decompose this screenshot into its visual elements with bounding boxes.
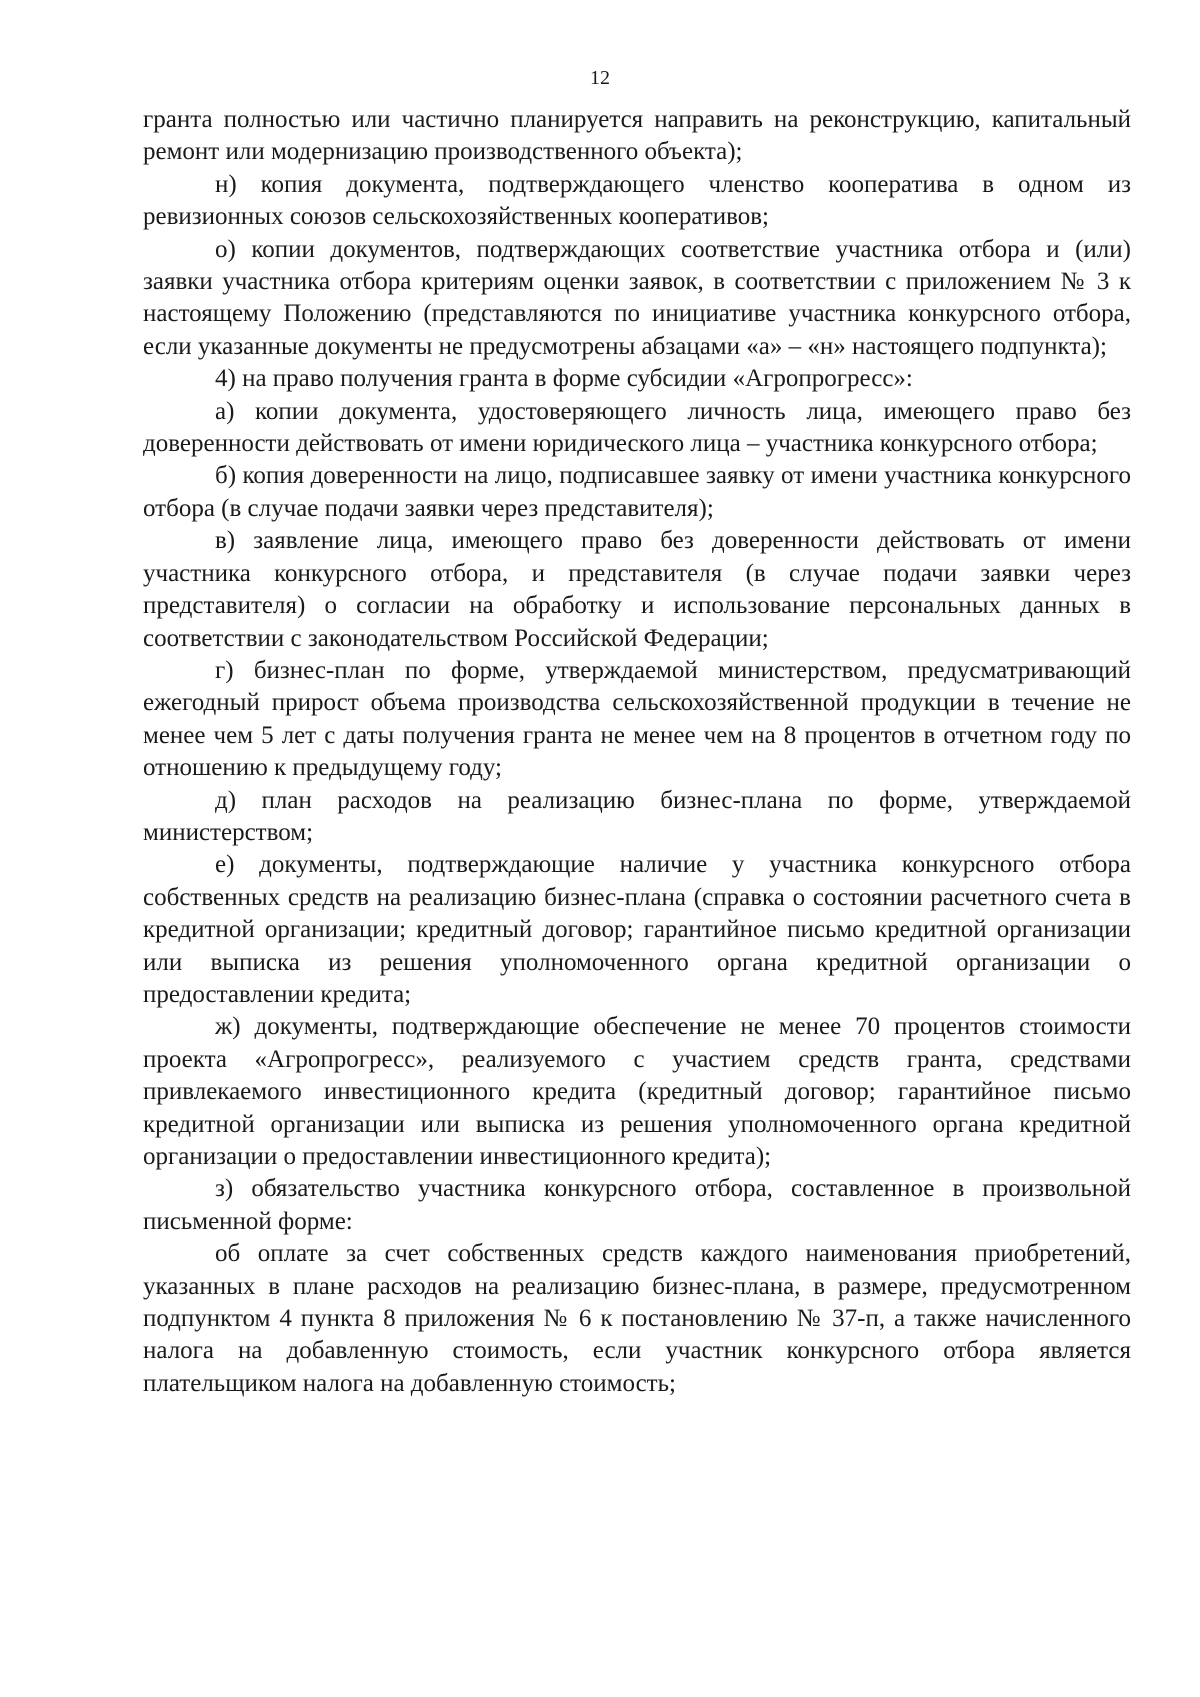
paragraph-item-e: е) документы, подтверждающие наличие у участника конкурсного отбора собственных средств на реализацию бизнес-плана (справка о состоянии расчетного счета в кредитной организации; кредитный договор; гарантийное письмо кредитной организации или выписка из решения уполномоченного органа кредитной организации о предоставлении кредита;	[143, 851, 1131, 1008]
paragraph-item-g: г) бизнес-план по форме, утверждаемой министерством, предусматривающий ежегодный прирост объема производства сельскохозяйственной продукции в течение не менее чем 5 лет с даты получения гранта не менее чем на 8 процентов в отчетном году по отношению к предыдущему году;	[143, 656, 1131, 782]
paragraph-obligation-payment: об оплате за счет собственных средств каждого наименования приобретений, указанных в плане расходов на реализацию бизнес-плана, в размере, предусмотренном подпунктом 4 пункта 8 приложения № 6 к постановлению № 37-п, а также начисленного налога на добавленную стоимость, если участник конкурсного отбора является плательщиком налога на добавленную стоимость;	[143, 1240, 1131, 1397]
paragraph-item-o: о) копии документов, подтверждающих соответствие участника отбора и (или) заявки участника отбора критериям оценки заявок, в соответствии с приложением № 3 к настоящему Положению (представляются по инициативе участника конкурсного отбора, если указанные документы не предусмотрены абзацами «а» – «н» настоящего подпункта);	[143, 235, 1131, 360]
paragraph-item-d: д) план расходов на реализацию бизнес-плана по форме, утверждаемой министерством;	[143, 786, 1131, 846]
paragraph-item-a: а) копии документа, удостоверяющего личность лица, имеющего право без доверенности действовать от имени юридического лица – участника конкурсного отбора;	[143, 397, 1131, 458]
paragraph-item-zh: ж) документы, подтверждающие обеспечение не менее 70 процентов стоимости проекта «Агропрогресс», реализуемого с участием средств гранта, средствами привлекаемого инвестиционного кредита (кредитный договор; гарантийное письмо кредитной организации или выписка из решения уполномоченного органа кредитной организации о предоставлении инвестиционного кредита);	[143, 1013, 1131, 1170]
paragraph-item-b: б) копия доверенности на лицо, подписавшее заявку от имени участника конкурсного отбора (в случае подачи заявки через представителя);	[143, 462, 1131, 522]
paragraph-item-z: з) обязательство участника конкурсного отбора, составленное в произвольной письменной форме:	[143, 1175, 1131, 1235]
paragraph-item-n: н) копия документа, подтверждающего членство кооператива в одном из ревизионных союзов сельскохозяйственных кооперативов;	[143, 170, 1131, 231]
paragraph-item-v: в) заявление лица, имеющего право без доверенности действовать от имени участника конкурсного отбора, и представителя (в случае подачи заявки через представителя) о согласии на обработку и использование персональных данных в соответствии с законодательством Российской Федерации;	[143, 527, 1131, 652]
document-body	[143, 104, 1131, 1400]
page-number: 12	[590, 67, 610, 89]
paragraph-subclause-4: 4) на право получения гранта в форме субсидии «Агропрогресс»:	[215, 365, 913, 393]
paragraph-continuation: гранта полностью или частично планируется направить на реконструкцию, капитальный ремонт или модернизацию производственного объекта);	[143, 106, 1131, 166]
